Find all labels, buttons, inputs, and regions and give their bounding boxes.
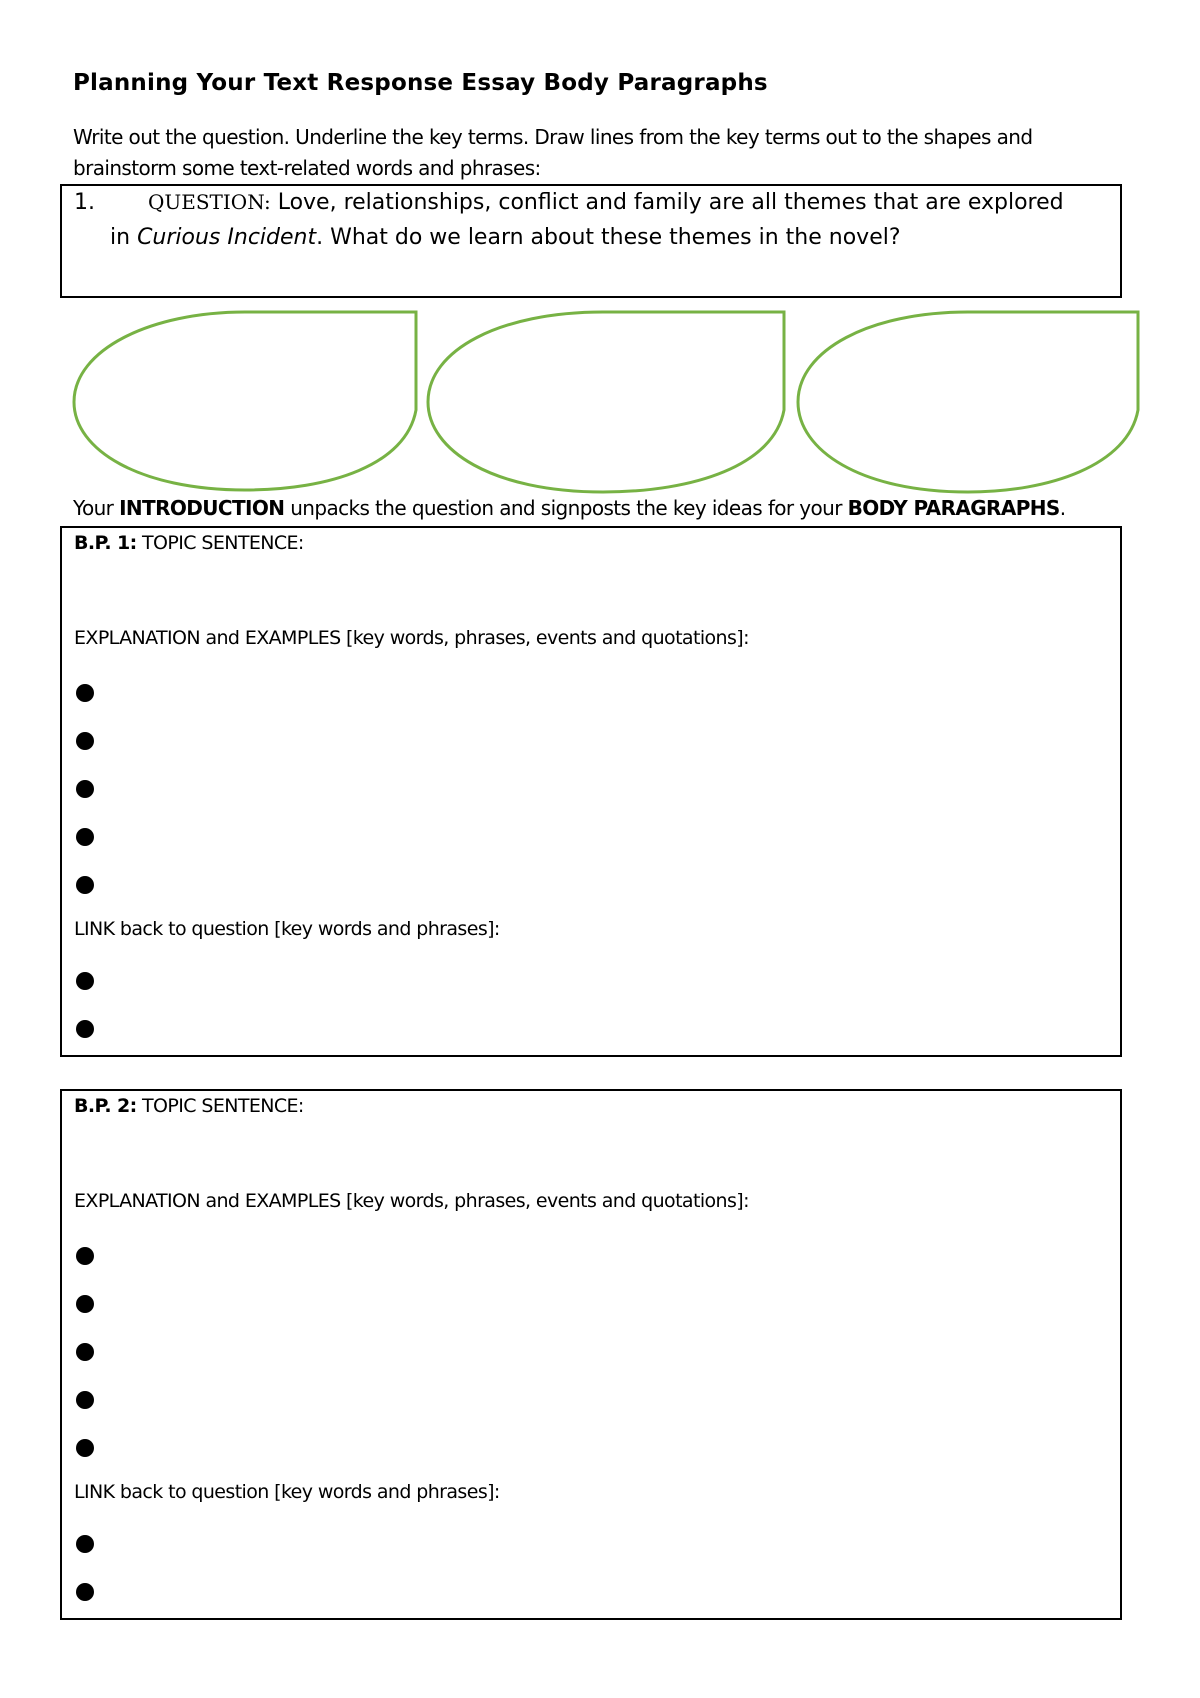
- bullet-icon: [76, 876, 94, 894]
- link-label: LINK back to question [key words and phrases]:: [74, 1481, 500, 1503]
- body-paragraph-2-box[interactable]: [60, 1089, 1122, 1620]
- bullet-icon: [76, 1295, 94, 1313]
- topic-label: TOPIC SENTENCE:: [136, 1095, 304, 1117]
- novel-title: Curious Incident: [137, 225, 317, 250]
- intro-text-1: Your: [73, 496, 120, 520]
- question-number: 1.: [74, 190, 95, 215]
- intro-note: [73, 496, 1066, 520]
- topic-sentence-label: [74, 532, 304, 554]
- bullet-icon: [76, 972, 94, 990]
- bullet-icon: [76, 780, 94, 798]
- bullet-icon: [76, 828, 94, 846]
- brainstorm-shape-1[interactable]: [74, 312, 416, 490]
- brainstorm-shapes: [0, 0, 1200, 520]
- brainstorm-shape-3[interactable]: [798, 312, 1138, 492]
- bullet-icon: [76, 732, 94, 750]
- bullet-icon: [76, 1343, 94, 1361]
- question-label: QUESTION:: [148, 190, 271, 214]
- bullet-icon: [76, 684, 94, 702]
- brainstorm-shape-2[interactable]: [428, 312, 784, 492]
- intro-text-3: .: [1059, 496, 1066, 520]
- topic-sentence-label: [74, 1095, 304, 1117]
- question-prefix: in: [110, 225, 138, 250]
- intro-keyword-body-paragraphs: BODY PARAGRAPHS: [847, 496, 1060, 520]
- explanation-label: EXPLANATION and EXAMPLES [key words, phrases, events and quotations]:: [74, 627, 749, 649]
- bullet-icon: [76, 1247, 94, 1265]
- link-label: LINK back to question [key words and phrases]:: [74, 918, 500, 940]
- topic-label: TOPIC SENTENCE:: [136, 532, 304, 554]
- page-title: Planning Your Text Response Essay Body Paragraphs: [73, 70, 768, 96]
- bullet-icon: [76, 1020, 94, 1038]
- intro-text-2: unpacks the question and signposts the key ideas for your: [284, 496, 848, 520]
- bullet-icon: [76, 1391, 94, 1409]
- explanation-label: EXPLANATION and EXAMPLES [key words, phrases, events and quotations]:: [74, 1190, 749, 1212]
- bp-label: B.P. 2:: [74, 1095, 137, 1117]
- bullet-icon: [76, 1583, 94, 1601]
- bp-label: B.P. 1:: [74, 532, 137, 554]
- body-paragraph-1-box[interactable]: [60, 526, 1122, 1057]
- intro-keyword-introduction: INTRODUCTION: [119, 496, 285, 520]
- question-text-1: Love, relationships, conflict and family are all themes that are explored: [270, 190, 1064, 215]
- question-text-2: . What do we learn about these themes in the novel?: [316, 225, 901, 250]
- instructions: Write out the question. Underline the key terms. Draw lines from the key terms out to the shapes and brainstorm some text-related words and phrases:: [73, 125, 1033, 180]
- bullet-icon: [76, 1439, 94, 1457]
- bullet-icon: [76, 1535, 94, 1553]
